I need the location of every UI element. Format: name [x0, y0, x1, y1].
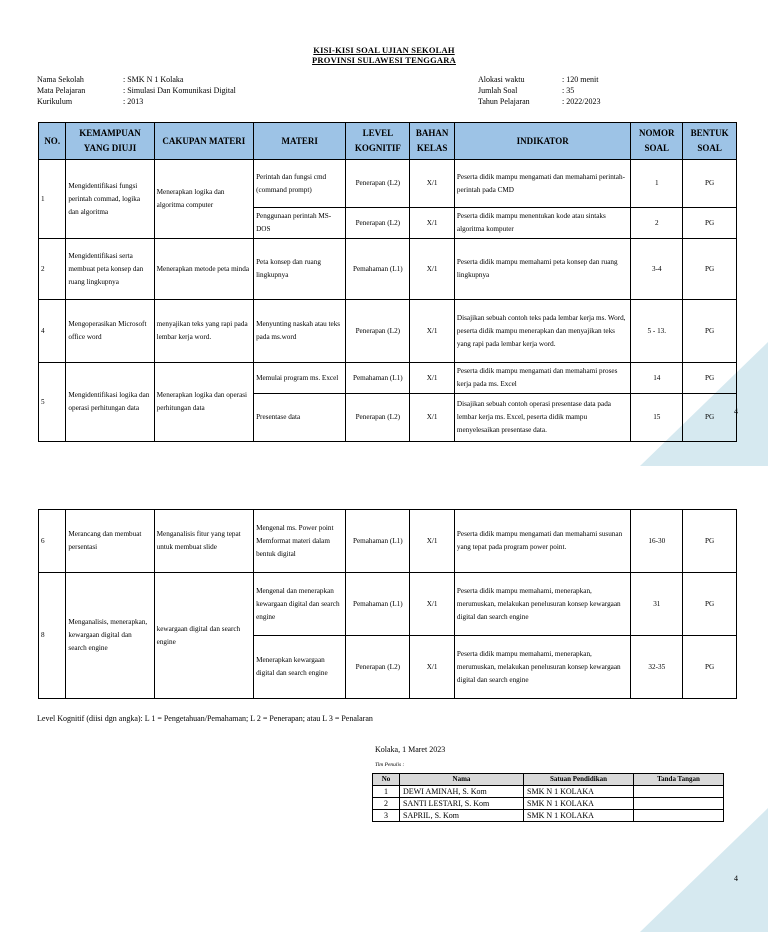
table-row	[39, 510, 737, 573]
team-header-row	[373, 774, 724, 786]
cell-kelas: X/1	[410, 239, 455, 300]
team-satuan: SMK N 1 KOLAKA	[524, 810, 634, 822]
table-row	[39, 573, 737, 636]
header-bentuk: BENTUK SOAL	[683, 123, 737, 160]
cell-kelas: X/1	[410, 300, 455, 363]
cell-cakupan: menyajikan teks yang rapi pada lembar kerja word.	[154, 300, 253, 363]
cell-level: Pemahaman (L1)	[346, 363, 410, 394]
info-label: Jumlah Soal	[478, 86, 518, 95]
header-row	[39, 123, 737, 160]
info-label: Kurikulum	[37, 97, 73, 106]
team-header-nama: Nama	[400, 774, 524, 786]
info-value: : 2022/2023	[562, 97, 601, 106]
info-value: : SMK N 1 Kolaka	[123, 75, 184, 84]
team-table	[372, 773, 724, 822]
cell-cakupan: Menganalisis fitur yang tepat untuk membuat slide	[154, 510, 253, 573]
cell-materi: Perintah dan fungsi cmd (command prompt)	[254, 160, 346, 208]
cell-level: Pemahaman (L1)	[346, 239, 410, 300]
cell-no: 5	[39, 363, 66, 442]
cell-nomor: 5 - 13.	[631, 300, 683, 363]
cell-nomor: 1	[631, 160, 683, 208]
team-header-satuan: Satuan Pendidikan	[524, 774, 634, 786]
header-indikator: INDIKATOR	[454, 123, 631, 160]
cell-materi: Penggunaan perintah MS-DOS	[254, 208, 346, 239]
cell-bentuk: PG	[683, 394, 737, 442]
team-label: Tim Penulis :	[375, 762, 405, 768]
cell-materi: Menerapkan kewargaan digital dan search engine	[254, 636, 346, 699]
cell-cakupan: kewargaan digital dan search engine	[154, 573, 253, 699]
cell-level: Pemahaman (L1)	[346, 510, 410, 573]
team-no: 1	[373, 786, 400, 798]
cell-bentuk: PG	[683, 573, 737, 636]
cell-indikator: Peserta didik mampu mengamati dan memahami perintah-perintah pada CMD	[454, 160, 631, 208]
title-line-2: PROVINSI SULAWESI TENGGARA	[312, 55, 456, 65]
cell-level: Penerapan (L2)	[346, 208, 410, 239]
team-no: 2	[373, 798, 400, 810]
info-label: Nama Sekolah	[37, 75, 84, 84]
title-line-1: KISI-KISI SOAL UJIAN SEKOLAH	[313, 45, 455, 55]
cell-indikator: Peserta didik mampu mengamati dan memahami proses kerja pada ms. Excel	[454, 363, 631, 394]
cell-bentuk: PG	[683, 510, 737, 573]
team-ttd	[634, 798, 724, 810]
cell-level: Penerapan (L2)	[346, 160, 410, 208]
cell-no: 2	[39, 239, 66, 300]
cell-indikator: Peserta didik mampu memahami peta konsep dan ruang lingkupnya	[454, 239, 631, 300]
info-value: : 2013	[123, 97, 144, 106]
info-label: Tahun Pelajaran	[478, 97, 530, 106]
cell-nomor: 31	[631, 573, 683, 636]
cell-level: Penerapan (L2)	[346, 394, 410, 442]
grid-table-2	[38, 509, 737, 699]
table-row	[39, 160, 737, 208]
cell-level: Penerapan (L2)	[346, 300, 410, 363]
team-nama: SANTI LESTARI, S. Kom	[400, 798, 524, 810]
cell-kemampuan: Mengoperasikan Microsoft office word	[66, 300, 154, 363]
cell-kelas: X/1	[410, 636, 455, 699]
cell-kelas: X/1	[410, 208, 455, 239]
cell-level: Pemahaman (L1)	[346, 573, 410, 636]
cell-nomor: 32-35	[631, 636, 683, 699]
cell-cakupan: Menerapkan logika dan operasi perhitungan data	[154, 363, 253, 442]
cell-no: 6	[39, 510, 66, 573]
cell-indikator: Disajikan sebuah contoh operasi presentase data pada lembar kerja ms. Excel, peserta didik mampu menyelesaikan presentase data.	[454, 394, 631, 442]
document-title	[0, 45, 768, 65]
header-level: LEVEL KOGNITIF	[346, 123, 410, 160]
cell-nomor: 3-4	[631, 239, 683, 300]
cell-bentuk: PG	[683, 300, 737, 363]
cell-nomor: 16-30	[631, 510, 683, 573]
cell-materi: Mengenal dan menerapkan kewargaan digital dan search engine	[254, 573, 346, 636]
info-value: : Simulasi Dan Komunikasi Digital	[123, 86, 236, 95]
info-label: Alokasi waktu	[478, 75, 525, 84]
team-satuan: SMK N 1 KOLAKA	[524, 786, 634, 798]
cell-no: 1	[39, 160, 66, 239]
header-no: NO.	[39, 123, 66, 160]
cell-kelas: X/1	[410, 510, 455, 573]
team-ttd	[634, 786, 724, 798]
cell-kemampuan: Mengidentifikasi logika dan operasi perhitungan data	[66, 363, 154, 442]
header-nomor: NOMOR SOAL	[631, 123, 683, 160]
table-row	[39, 300, 737, 363]
cell-nomor: 14	[631, 363, 683, 394]
cell-bentuk: PG	[683, 160, 737, 208]
cell-kelas: X/1	[410, 394, 455, 442]
cell-indikator: Peserta didik mampu memahami, menerapkan, merumuskan, melakukan penelusuran konsep kewargaan digital dan search engine	[454, 636, 631, 699]
info-value: : 120 menit	[562, 75, 599, 84]
cell-kemampuan: Mengidentifikasi serta membuat peta konsep dan ruang lingkupnya	[66, 239, 154, 300]
cell-materi: Peta konsep dan ruang lingkupnya	[254, 239, 346, 300]
cell-indikator: Disajikan sebuah contoh teks pada lembar kerja ms. Word, peserta didik mampu menerapkan dan menyajikan teks yang rapi pada lembar kerja word.	[454, 300, 631, 363]
cell-materi: Memulai program ms. Excel	[254, 363, 346, 394]
cell-materi: Menyunting naskah atau teks pada ms.word	[254, 300, 346, 363]
team-row	[373, 798, 724, 810]
table-row	[39, 363, 737, 394]
corner-decoration-bottom	[640, 808, 768, 932]
header-kemampuan: KEMAMPUAN YANG DIUJI	[66, 123, 154, 160]
header-kelas: BAHAN KELAS	[410, 123, 455, 160]
cell-bentuk: PG	[683, 239, 737, 300]
team-row	[373, 786, 724, 798]
team-nama: SAPRIL, S. Kom	[400, 810, 524, 822]
info-label: Mata Pelajaran	[37, 86, 86, 95]
cell-nomor: 2	[631, 208, 683, 239]
grid-table-1	[38, 122, 737, 442]
level-note: Level Kognitif (diisi dgn angka): L 1 = Pengetahuan/Pemahaman; L 2 = Penerapan; atau L 3 = Penalaran	[37, 714, 373, 723]
sign-place-date: Kolaka, 1 Maret 2023	[375, 745, 446, 754]
team-header-ttd: Tanda Tangan	[634, 774, 724, 786]
school-info	[37, 74, 236, 107]
header-materi: MATERI	[254, 123, 346, 160]
team-ttd	[634, 810, 724, 822]
header-cakupan: CAKUPAN MATERI	[154, 123, 253, 160]
cell-cakupan: Menerapkan metode peta minda	[154, 239, 253, 300]
cell-cakupan: Menerapkan logika dan algoritma computer	[154, 160, 253, 239]
cell-kelas: X/1	[410, 573, 455, 636]
cell-no: 4	[39, 300, 66, 363]
cell-kelas: X/1	[410, 363, 455, 394]
cell-bentuk: PG	[683, 636, 737, 699]
team-nama: DEWI AMINAH, S. Kom	[400, 786, 524, 798]
cell-bentuk: PG	[683, 363, 737, 394]
page-number: 4	[734, 874, 738, 883]
cell-kemampuan: Menganalisis, menerapkan, kewargaan digital dan search engine	[66, 573, 154, 699]
side-page-number: 4	[734, 407, 738, 416]
cell-kemampuan: Merancang dan membuat persentasi	[66, 510, 154, 573]
cell-indikator: Peserta didik mampu mengamati dan memahami susunan yang tepat pada program power point.	[454, 510, 631, 573]
team-no: 3	[373, 810, 400, 822]
cell-materi: Presentase data	[254, 394, 346, 442]
exam-info	[478, 74, 600, 107]
team-satuan: SMK N 1 KOLAKA	[524, 798, 634, 810]
cell-kemampuan: Mengidentifikasi fungsi perintah commad, logika dan algoritma	[66, 160, 154, 239]
info-value: : 35	[562, 86, 575, 95]
cell-no: 8	[39, 573, 66, 699]
cell-kelas: X/1	[410, 160, 455, 208]
cell-nomor: 15	[631, 394, 683, 442]
cell-materi: Mengenal ms. Power point Memformat materi dalam bentuk digital	[254, 510, 346, 573]
cell-indikator: Peserta didik mampu menentukan kode atau sintaks algoritma komputer	[454, 208, 631, 239]
table-row	[39, 239, 737, 300]
team-row	[373, 810, 724, 822]
cell-level: Penerapan (L2)	[346, 636, 410, 699]
cell-indikator: Peserta didik mampu memahami, menerapkan, merumuskan, melakukan penelusuran konsep kewargaan digital dan search engine	[454, 573, 631, 636]
team-header-no: No	[373, 774, 400, 786]
cell-bentuk: PG	[683, 208, 737, 239]
